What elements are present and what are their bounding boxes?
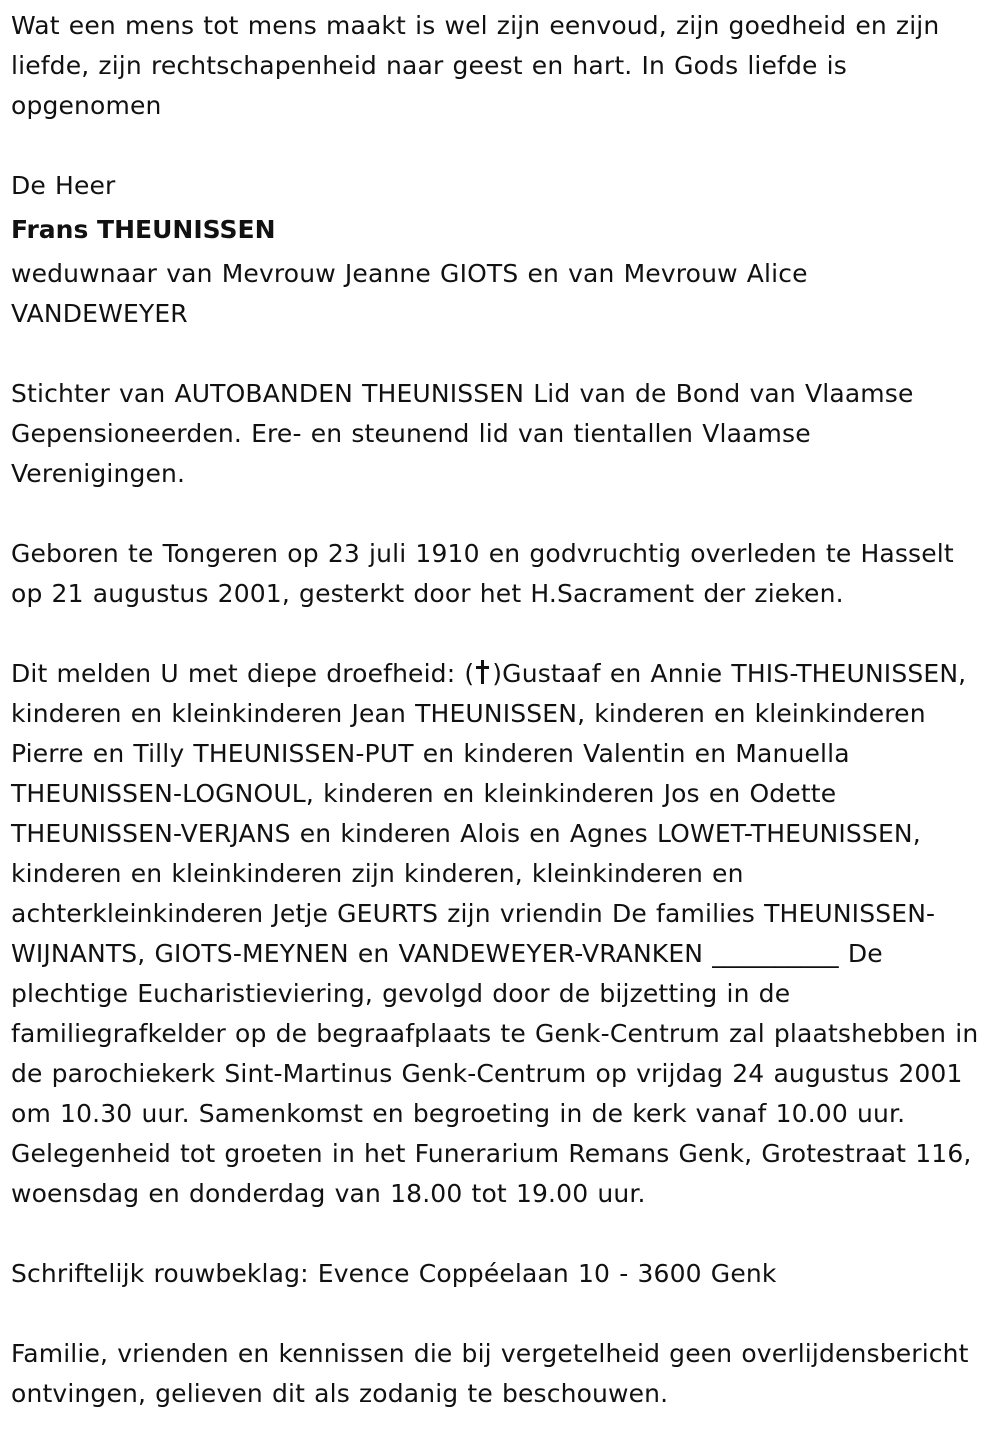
cross-icon — [474, 659, 492, 685]
honorific: De Heer — [11, 171, 116, 200]
intro-text: Wat een mens tot mens maakt is wel zijn eenvoud, zijn goedheid en zijn liefde, zijn rechtschapenheid naar geest en hart. In Gods liefde is opgenomen — [11, 11, 940, 120]
founder-text: Stichter van AUTOBANDEN THEUNISSEN Lid van de Bond van Vlaamse Gepensioneerden. Ere- en steunend lid van tientallen Vlaamse Verenigingen. — [11, 379, 914, 488]
spacer — [11, 126, 990, 166]
birth-death-text: Geboren te Tongeren op 23 juli 1910 en godvruchtig overleden te Hasselt op 21 augustus 2001, gesterkt door het H.Sacrament der zieken. — [11, 539, 954, 608]
spacer — [11, 614, 990, 654]
widower-text: weduwnaar van Mevrouw Jeanne GIOTS en van Mevrouw Alice VANDEWEYER — [11, 259, 808, 328]
deceased-name: Frans THEUNISSEN — [11, 215, 276, 244]
spacer — [11, 1294, 990, 1334]
spacer — [11, 1214, 990, 1254]
closing-text: Familie, vrienden en kennissen die bij vergetelheid geen overlijdensbericht ontvingen, gelieven dit als zodanig te beschouwen. — [11, 1339, 969, 1408]
condolences-text: Schriftelijk rouwbeklag: Evence Coppéelaan 10 - 3600 Genk — [11, 1259, 777, 1288]
announcement-lead: Dit melden U met diepe droefheid: ( — [11, 659, 475, 688]
spacer — [11, 334, 990, 374]
announcement-text — [11, 654, 990, 1214]
announcement-body: )Gustaaf en Annie THIS-THEUNISSEN, kinderen en kleinkinderen Jean THEUNISSEN, kinderen en kleinkinderen Pierre en Tilly THEUNISSEN-PUT en kinderen Valentin en Manuella THEUNISSEN-LOGNOUL, kinderen en kleinkinderen Jos en Odette THEUNISSEN-VERJANS en kinderen Alois en Agnes LOWET-THEUNISSEN, kinderen en kleinkinderen zijn kinderen, kleinkinderen en achterkleinkinderen Jetje GEURTS zijn vriendin De families THEUNISSEN-WIJNANTS, GIOTS-MEYNEN en VANDEWEYER-VRANKEN __________ De plechtige Eucharistieviering, gevolgd door de bijzetting in de familiegrafkelder op de begraafplaats te Genk-Centrum zal plaatshebben in de parochiekerk Sint-Martinus Genk-Centrum op vrijdag 24 augustus 2001 om 10.30 uur. Samenkomst en begroeting in de kerk vanaf 10.00 uur. Gelegenheid tot groeten in het Funerarium Remans Genk, Grotestraat 116, woensdag en donderdag van 18.00 tot 19.00 uur. — [11, 659, 979, 1208]
spacer — [11, 494, 990, 534]
